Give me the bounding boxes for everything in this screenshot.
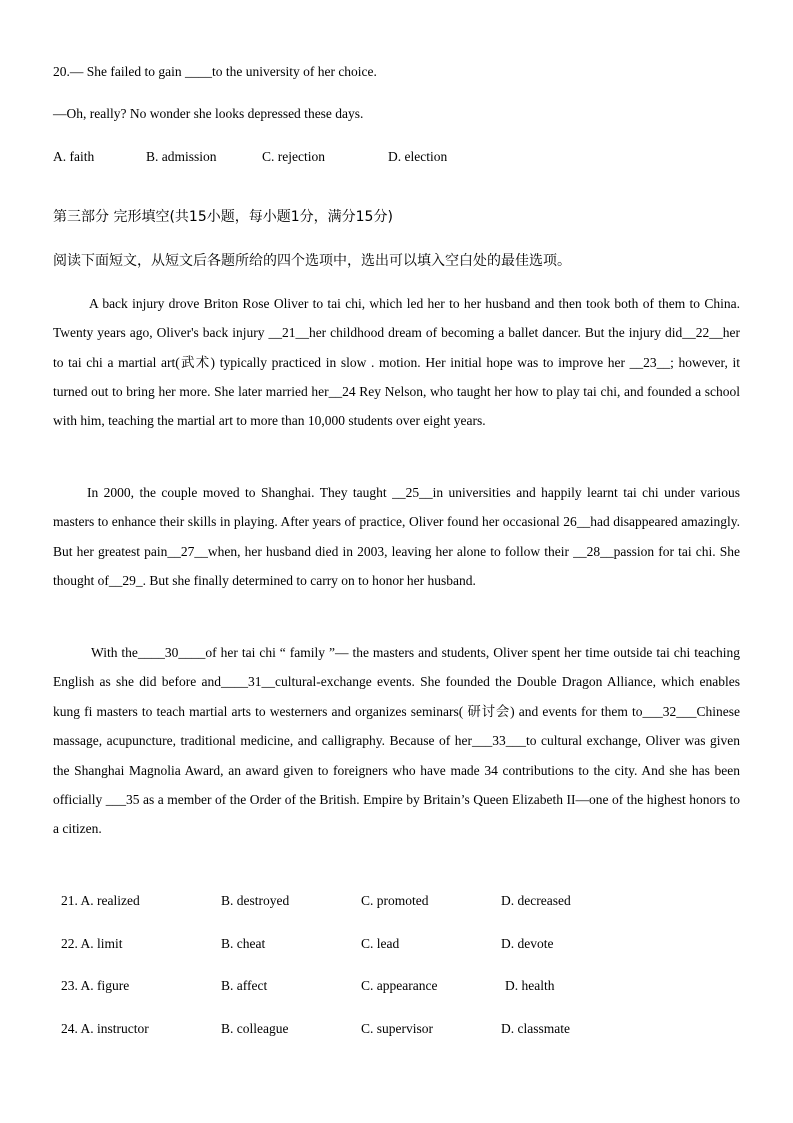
answer-option-b: B. cheat <box>221 936 266 951</box>
answer-option-b: B. destroyed <box>221 893 290 908</box>
answer-option-a: 21. A. realized <box>61 893 140 908</box>
answer-option-c: C. lead <box>361 936 400 951</box>
passage-paragraph-2: In 2000, the couple moved to Shanghai. They taught __25__in universities and happily learnt tai chi under various masters to enhance their skills in playing. After years of practice, Oliver found her occasional 26__had disappeared amazingly. But her greatest pain__27__when, her husband died in 2003, leaving her alone to follow their __28__passion for tai chi. She thought of__29_. But she finally determined to carry on to honor her husband. <box>53 485 740 588</box>
option-c: C. rejection <box>262 149 325 164</box>
answer-option-d: D. health <box>505 978 555 993</box>
answer-option-d: D. classmate <box>501 1021 570 1036</box>
answer-option-d: D. devote <box>501 936 554 951</box>
option-d: D. election <box>388 149 448 164</box>
option-a: A. faith <box>53 149 95 164</box>
section-instruction: 阅读下面短文，从短文后各题所给的四个选项中，选出可以填入空白处的最佳选项。 <box>53 253 571 269</box>
answer-option-c: C. appearance <box>361 978 438 993</box>
answer-option-a: 24. A. instructor <box>61 1021 149 1036</box>
question-20-stem: 20.— She failed to gain ____to the university of her choice. <box>53 64 377 79</box>
passage-paragraph-3: With the____30____of her tai chi “ family ”— the masters and students, Oliver spent her time outside tai chi teaching English as she did before and____31__cultural-exchange events. She founded the Double Dragon Alliance, which enables kung fi masters to teach martial arts to westerners and organizes seminars( 研讨会) and events for them to___32___Chinese massage, acupuncture, traditional medicine, and calligraphy. Because of her___33___to cultural exchange, Oliver was given the Shanghai Magnolia Award, an award given to foreigners who have made 34 contributions to the city. And she has been officially ___35 as a member of the Order of the British. Empire by Britain’s Queen Elizabeth II—one of the highest honors to a citizen. <box>53 645 740 837</box>
passage-paragraph-1: A back injury drove Briton Rose Oliver to tai chi, which led her to her husband and then took both of them to China. Twenty years ago, Oliver's back injury __21__her childhood dream of becoming a ballet dancer. But the injury did__22__her to tai chi a martial art(武术) typically practiced in slow . motion. Her initial hope was to improve her __23__; however, it turned out to bring her more. She later married her__24 Rey Nelson, who taught her how to play tai chi, and founded a school with him, teaching the martial art to more than 10,000 students over eight years. <box>53 296 740 429</box>
answer-option-c: C. promoted <box>361 893 429 908</box>
option-b: B. admission <box>146 149 217 164</box>
question-20-reply: —Oh, really? No wonder she looks depressed these days. <box>53 106 364 121</box>
answer-option-b: B. affect <box>221 978 268 993</box>
answer-option-a: 22. A. limit <box>61 936 123 951</box>
answer-option-a: 23. A. figure <box>61 978 130 993</box>
section-title: 第三部分 完形填空(共15小题，每小题1分，满分15分) <box>53 209 393 225</box>
answer-option-c: C. supervisor <box>361 1021 433 1036</box>
answer-option-b: B. colleague <box>221 1021 289 1036</box>
answer-option-d: D. decreased <box>501 893 571 908</box>
